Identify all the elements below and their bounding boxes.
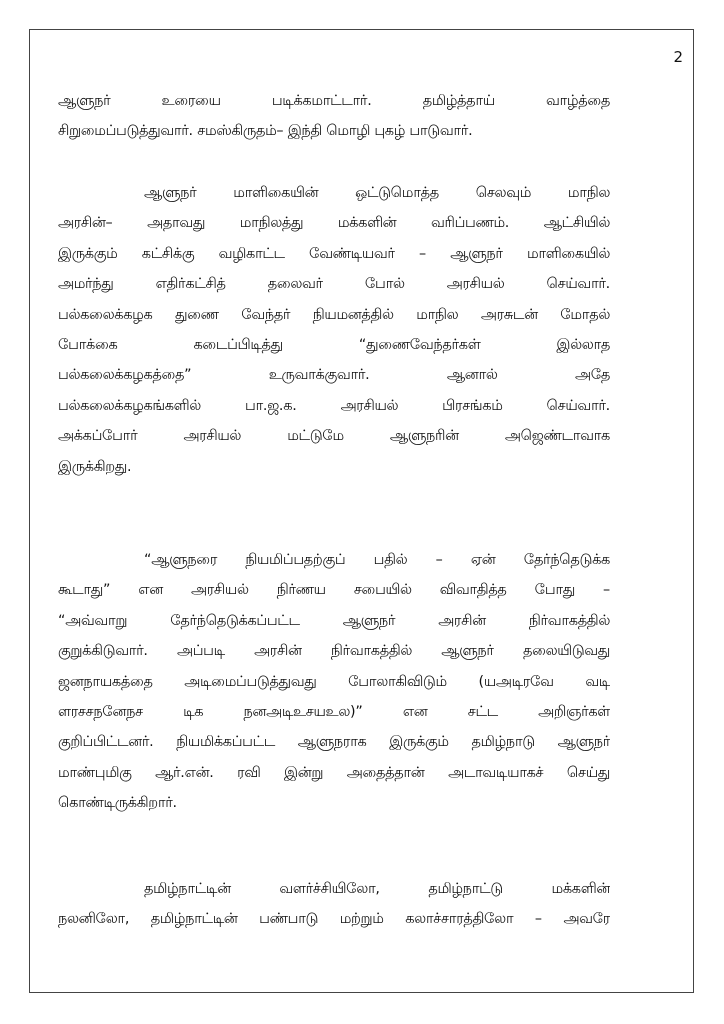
paragraph-3 — [58, 545, 610, 819]
paragraph-line: கொண்டிருக்கிறார். — [58, 795, 177, 812]
paragraph-line: இருக்கிறது. — [58, 458, 132, 475]
paragraph-line: சிறுமைப்படுத்துவார். சமஸ்கிருதம்– இந்தி மொழி புகழ் பாடுவார். — [58, 123, 473, 140]
page-frame — [29, 29, 694, 993]
paragraph-line: “ஆளுநரை நியமிப்பதற்குப் பதில் – ஏன் தேர்ந்தெடுக்க — [144, 552, 610, 568]
paragraph-line: பல்கலைக்கழக துணை வேந்தர் நியமனத்தில் மாநில அரசுடன் மோதல் — [58, 306, 610, 323]
paragraph-line: “அவ்வாறு தேர்ந்தெடுக்கப்பட்ட ஆளுநர் அரசின் நிர்வாகத்தில் — [58, 612, 610, 629]
paragraph-2 — [58, 178, 610, 482]
paragraph-line: ஆளுநர் உரையை படிக்கமாட்டார். தமிழ்த்தாய் வாழ்த்தை — [58, 93, 610, 109]
paragraph-line: பல்கலைக்கழகங்களில் பா.ஜ.க. அரசியல் பிரசங்கம் செய்வார். — [58, 397, 610, 414]
paragraph-line: ளரசசநனேநச டிக நனஅடிஉசயஉல)” என சட்ட அறிஞர்கள் — [58, 703, 610, 720]
paragraph-line: இருக்கும் கட்சிக்கு வழிகாட்ட வேண்டியவர் – ஆளுநர் மாளிகையில் — [58, 245, 610, 262]
paragraph-line: ஜனநாயகத்தை அடிமைப்படுத்துவது போலாகிவிடும் (யஅடிரவே வடி — [58, 673, 610, 690]
paragraph-line: போக்கை கடைப்பிடித்து “துணைவேந்தர்கள் இல்லாத — [58, 336, 610, 353]
paragraph-line: தமிழ்நாட்டின் வளர்ச்சியிலோ, தமிழ்நாட்டு மக்களின் — [144, 881, 610, 897]
paragraph-line: குறுக்கிடுவார். அப்படி அரசின் நிர்வாகத்தில் ஆளுநர் தலையிடுவது — [58, 643, 610, 660]
page-number: 2 — [673, 48, 683, 66]
paragraph-line: அரசின்– அதாவது மாநிலத்து மக்களின் வரிப்பணம். ஆட்சியில் — [58, 215, 610, 232]
paragraph-line: பல்கலைக்கழகத்தை” உருவாக்குவார். ஆனால் அதே — [58, 367, 610, 384]
paragraph-line: அக்கப்போர் அரசியல் மட்டுமே ஆளுநரின் அஜெண்டாவாக — [58, 428, 610, 445]
paragraph-line: அமர்ந்து எதிர்கட்சித் தலைவர் போல் அரசியல் செய்வார். — [58, 276, 610, 293]
paragraph-4 — [58, 874, 610, 935]
paragraph-line: நலனிலோ, தமிழ்நாட்டின் பண்பாடு மற்றும் கலாச்சாரத்திலோ – அவரே — [58, 911, 610, 928]
paragraph-1 — [58, 86, 610, 147]
paragraph-line: குறிப்பிட்டனர். நியமிக்கப்பட்ட ஆளுநராக இருக்கும் தமிழ்நாடு ஆளுநர் — [58, 734, 610, 751]
paragraph-line: கூடாது” என அரசியல் நிர்ணய சபையில் விவாதித்த போது – — [58, 582, 610, 599]
paragraph-line: ஆளுநர் மாளிகையின் ஒட்டுமொத்த செலவும் மாநில — [144, 185, 610, 201]
paragraph-line: மாண்புமிகு ஆர்.என். ரவி இன்று அதைத்தான் அடாவடியாகச் செய்து — [58, 764, 610, 781]
